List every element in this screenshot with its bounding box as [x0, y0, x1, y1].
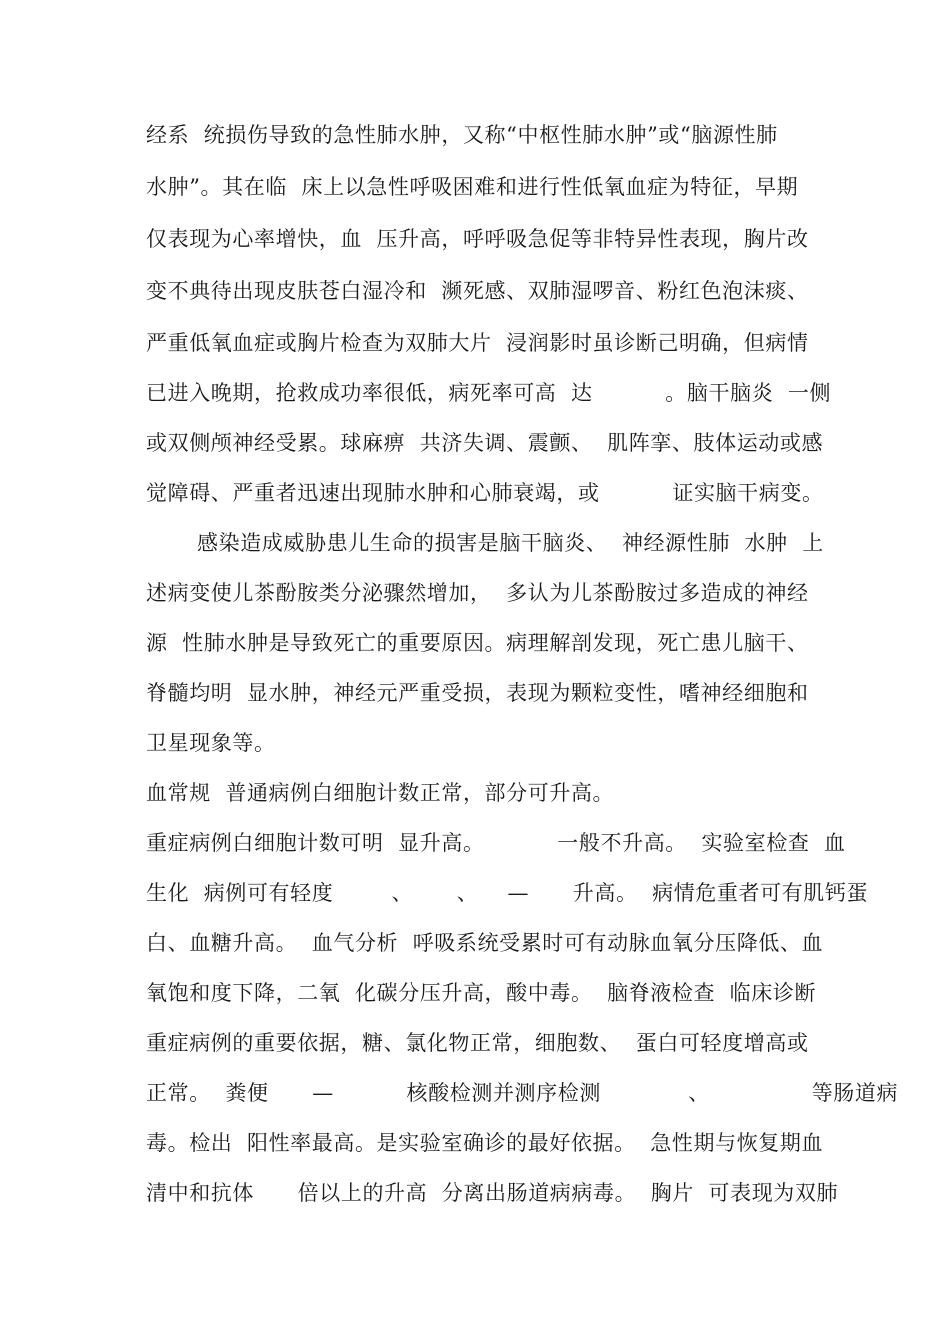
text-line: 白、血糖升高。 血气分析 呼吸系统受累时可有动脉血氧分压降低、血: [146, 931, 824, 955]
text-line: 重症病例白细胞计数可明 显升高。 一般不升高。 实验室检查 血: [146, 831, 846, 855]
text-line: 正常。 粪便 — 核酸检测并测序检测 、 等肠道病: [146, 1081, 899, 1105]
text-line: 仅表现为心率增快，血 压升高，呼呼吸急促等非特异性表现，胸片改: [146, 227, 809, 251]
text-line: 脊髓均明 显水肿，神经元严重受损，表现为颗粒变性，嗜神经细胞和: [146, 681, 809, 705]
text-line: 卫星现象等。: [146, 731, 276, 755]
text-line: 觉障碍、严重者迅速出现肺水肿和心肺衰竭，或 证实脑干病变。: [146, 481, 824, 505]
text-line: 或双侧颅神经受累。球麻痹 共济失调、震颤、 肌阵挛、肢体运动或感: [146, 431, 824, 455]
text-line: 毒。检出 阳性率最高。是实验室确诊的最好依据。 急性期与恢复期血: [146, 1131, 824, 1155]
paragraph-first-line: 感染造成威胁患儿生命的损害是脑干脑炎、 神经源性肺 水肿 上: [197, 531, 824, 555]
text-line: 水肿”。其在临 床上以急性呼吸困难和进行性低氧血症为特征，早期: [146, 175, 799, 199]
text-line: 严重低氧血症或胸片检查为双肺大片 浸润影时虽诊断己明确，但病情: [146, 331, 809, 355]
text-line: 血常规 普通病例白细胞计数正常，部分可升高。: [146, 781, 615, 805]
text-line: 重症病例的重要依据，糖、氯化物正常，细胞数、 蛋白可轻度增高或: [146, 1031, 809, 1055]
text-line: 变不典待出现皮肤苍白湿冷和 濒死感、双肺湿啰音、粉红色泡沫痰、: [146, 279, 809, 303]
text-line: 经系 统损伤导致的急性肺水肿，又称“中枢性肺水肿”或“脑源性肺: [146, 123, 778, 147]
text-line: 已进入晚期，抢救成功率很低，病死率可高 达 。脑干脑炎 一侧: [146, 381, 832, 405]
text-line: 述病变使儿茶酚胺类分泌骤然增加， 多认为儿茶酚胺过多造成的神经: [146, 581, 809, 605]
text-line: 源 性肺水肿是导致死亡的重要原因。病理解剖发现，死亡患儿脑干、: [146, 631, 809, 655]
text-line: 生化 病例可有轻度 、 、 — 升高。 病情危重者可有肌钙蛋: [146, 881, 869, 905]
text-line: 清中和抗体 倍以上的升高 分离出肠道病病毒。 胸片 可表现为双肺: [146, 1181, 839, 1205]
text-line: 氧饱和度下降，二氧 化碳分压升高，酸中毒。 脑脊液检查 临床诊断: [146, 981, 817, 1005]
